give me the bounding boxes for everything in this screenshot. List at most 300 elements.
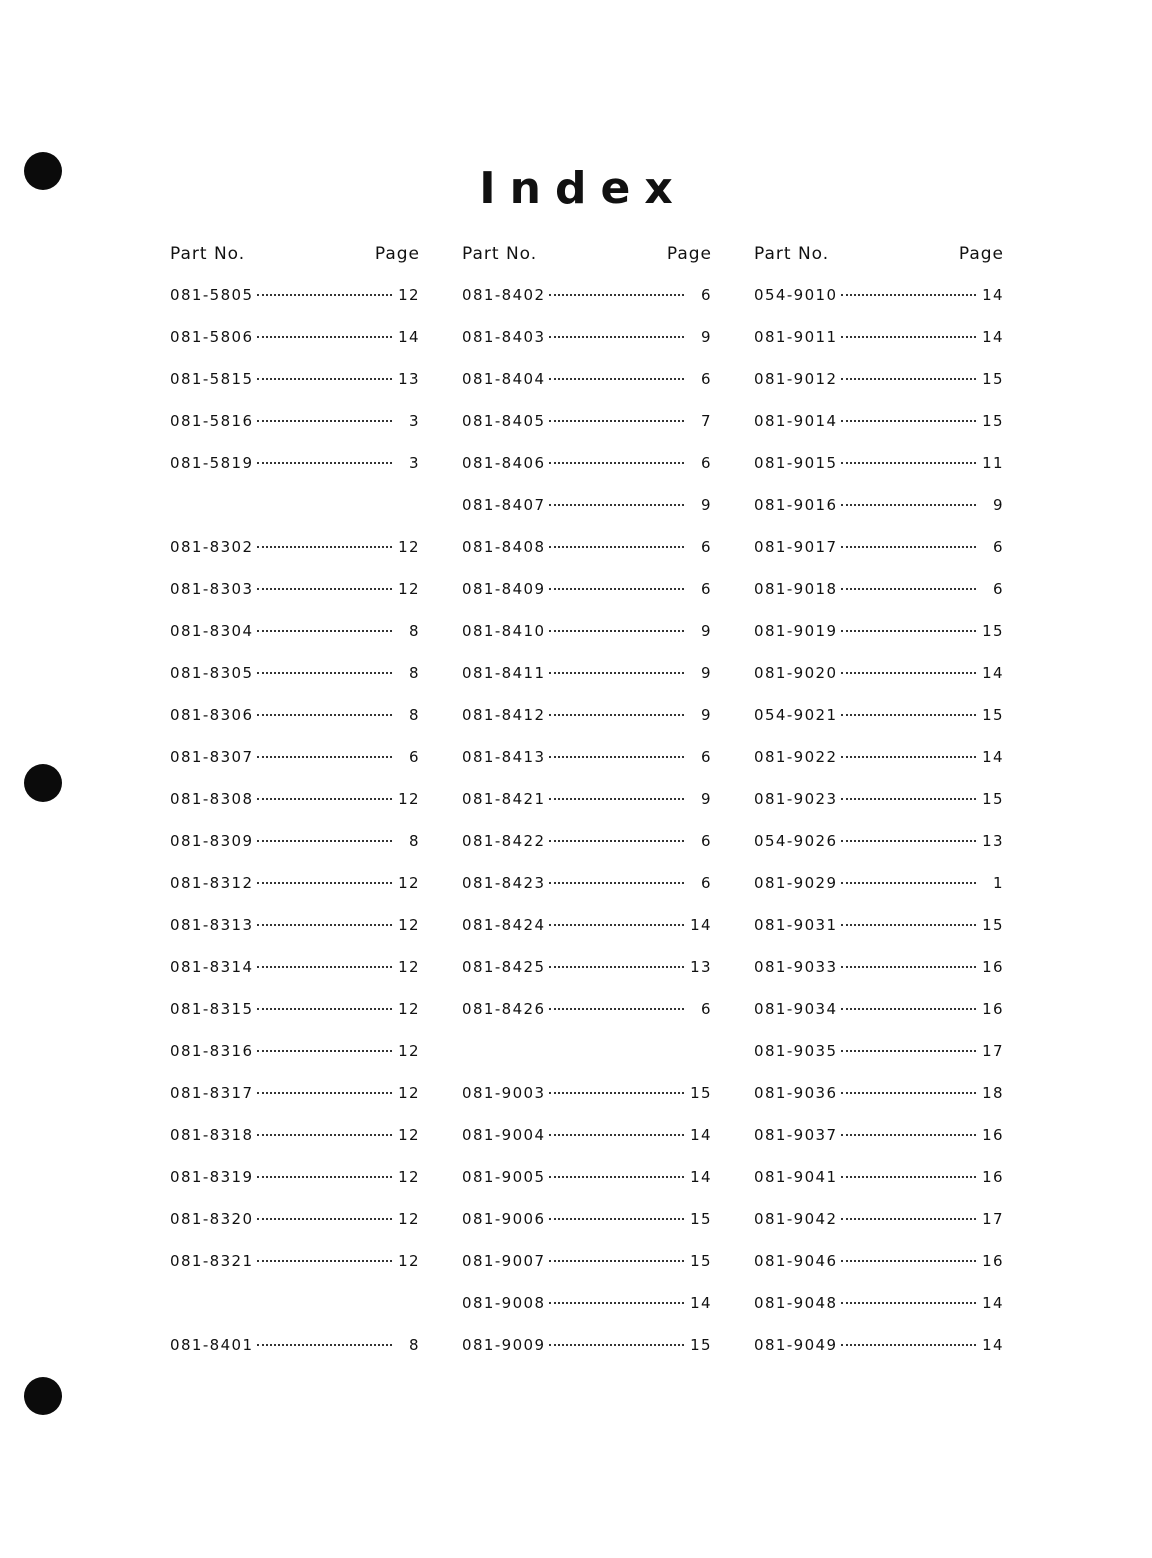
page-number: 15 [690,1252,712,1270]
page-number: 9 [701,496,712,514]
dot-leader [549,294,684,296]
page-number: 14 [982,748,1004,766]
page-number: 8 [409,706,420,724]
page-number: 6 [701,580,712,598]
part-number: 081-8423 [462,874,546,892]
page-number: 14 [982,664,1004,682]
dot-leader [841,1344,976,1346]
part-number: 081-8410 [462,622,546,640]
dot-leader [549,336,684,338]
page-number: 12 [398,538,420,556]
index-entry [462,538,712,580]
part-number: 081-9049 [754,1336,838,1354]
index-entry [170,1294,420,1336]
part-number: 081-8422 [462,832,546,850]
index-entry [754,1000,1004,1042]
page-number: 6 [409,748,420,766]
index-entry [754,328,1004,370]
page-number: 15 [982,916,1004,934]
part-number: 081-9037 [754,1126,838,1144]
part-number: 081-8424 [462,916,546,934]
part-number: 054-9010 [754,286,838,304]
index-entry [462,1126,712,1168]
page-number: 6 [701,1000,712,1018]
part-number: 081-8403 [462,328,546,346]
dot-leader [841,924,976,926]
page-number: 8 [409,1336,420,1354]
part-number: 081-5815 [170,370,254,388]
index-entry [170,1336,420,1378]
dot-leader [257,1176,392,1178]
part-number: 081-9012 [754,370,838,388]
page-number: 17 [982,1210,1004,1228]
index-entry [462,412,712,454]
index-entry [462,1210,712,1252]
dot-leader [257,420,392,422]
page-number: 16 [982,1126,1004,1144]
part-number: 081-8314 [170,958,254,976]
index-entry [462,790,712,832]
dot-leader [841,966,976,968]
index-entry [754,370,1004,412]
part-number: 081-9020 [754,664,838,682]
part-number: 081-9042 [754,1210,838,1228]
dot-leader [257,1344,392,1346]
index-entry [754,916,1004,958]
dot-leader [841,1302,976,1304]
dot-leader [257,1092,392,1094]
index-entry [754,664,1004,706]
dot-leader [257,1134,392,1136]
part-number: 081-5805 [170,286,254,304]
dot-leader [257,1260,392,1262]
part-number: 081-8412 [462,706,546,724]
dot-leader [841,1092,976,1094]
index-entry [754,1210,1004,1252]
page-number: 6 [701,370,712,388]
part-number: 081-8321 [170,1252,254,1270]
index-entry [170,958,420,1000]
part-number: 081-8306 [170,706,254,724]
page-number: 16 [982,1000,1004,1018]
dot-leader [257,588,392,590]
part-number: 081-9036 [754,1084,838,1102]
index-entry [170,916,420,958]
page-number: 15 [982,622,1004,640]
part-number: 081-5816 [170,412,254,430]
part-number: 081-8305 [170,664,254,682]
index-entry [170,748,420,790]
part-number: 081-8303 [170,580,254,598]
page-number: 13 [982,832,1004,850]
index-entry [754,1294,1004,1336]
dot-leader [257,1008,392,1010]
part-number: 081-9034 [754,1000,838,1018]
page-number: 6 [701,874,712,892]
index-entry [754,496,1004,538]
index-entry [170,622,420,664]
part-number: 081-8409 [462,580,546,598]
page-number: 12 [398,1252,420,1270]
dot-leader [549,840,684,842]
part-number: 081-5806 [170,328,254,346]
dot-leader [841,840,976,842]
part-number: 081-8312 [170,874,254,892]
index-entry [754,454,1004,496]
part-number: 081-8408 [462,538,546,556]
page-number: 12 [398,1000,420,1018]
dot-leader [841,1050,976,1052]
page-number: 9 [701,790,712,808]
page-number: 9 [701,664,712,682]
dot-leader [549,1008,684,1010]
dot-leader [841,1176,976,1178]
index-entry [462,706,712,748]
page-number: 6 [993,538,1004,556]
index-entry [462,1000,712,1042]
page-number: 6 [701,454,712,472]
part-number: 081-9046 [754,1252,838,1270]
dot-leader [841,462,976,464]
dot-leader [841,672,976,674]
dot-leader [549,546,684,548]
part-number: 081-8315 [170,1000,254,1018]
dot-leader [549,1176,684,1178]
part-number: 054-9026 [754,832,838,850]
part-number: 081-8411 [462,664,546,682]
page-number: 9 [701,328,712,346]
page-number: 16 [982,958,1004,976]
index-entry [170,1042,420,1084]
part-number: 081-8302 [170,538,254,556]
page-number: 11 [982,454,1004,472]
dot-leader [841,546,976,548]
part-number: 081-9031 [754,916,838,934]
part-number: 081-9041 [754,1168,838,1186]
part-number: 081-9035 [754,1042,838,1060]
dot-leader [257,462,392,464]
index-entry [462,286,712,328]
page-number: 3 [409,412,420,430]
dot-leader [257,840,392,842]
dot-leader [257,798,392,800]
part-number: 081-8405 [462,412,546,430]
page-number: 18 [982,1084,1004,1102]
index-entry [754,286,1004,328]
page-number: 16 [982,1168,1004,1186]
page-number: 17 [982,1042,1004,1060]
index-entry [754,790,1004,832]
dot-leader [549,1134,684,1136]
page-number: 16 [982,1252,1004,1270]
page-number: 6 [701,832,712,850]
part-number: 081-9018 [754,580,838,598]
dot-leader [549,798,684,800]
part-number: 081-8309 [170,832,254,850]
part-number: 081-8404 [462,370,546,388]
index-entry [754,706,1004,748]
index-entry [462,622,712,664]
dot-leader [841,1008,976,1010]
index-entry [754,622,1004,664]
dot-leader [549,420,684,422]
index-entry [462,1084,712,1126]
index-entry [170,286,420,328]
page-number: 14 [398,328,420,346]
page-number: 12 [398,916,420,934]
part-number: 081-8307 [170,748,254,766]
page-number: 6 [993,580,1004,598]
page-number: 14 [690,916,712,934]
dot-leader [841,756,976,758]
index-entry [462,1294,712,1336]
dot-leader [841,1218,976,1220]
index-entry [170,706,420,748]
part-number: 081-8318 [170,1126,254,1144]
page-number: 12 [398,790,420,808]
part-number: 081-8320 [170,1210,254,1228]
dot-leader [257,756,392,758]
part-number: 081-8426 [462,1000,546,1018]
index-entry [754,958,1004,1000]
page-number: 3 [409,454,420,472]
page-number: 14 [982,328,1004,346]
index-entry [754,1042,1004,1084]
dot-leader [257,378,392,380]
part-number: 081-9005 [462,1168,546,1186]
page-number: 6 [701,748,712,766]
page-number: 14 [982,1294,1004,1312]
index-entry [754,874,1004,916]
dot-leader [549,672,684,674]
dot-leader [841,1260,976,1262]
dot-leader [549,504,684,506]
dot-leader [549,1218,684,1220]
part-number: 081-9019 [754,622,838,640]
page-number: 8 [409,622,420,640]
dot-leader [841,714,976,716]
dot-leader [841,630,976,632]
index-entry [462,1252,712,1294]
page-number: 15 [690,1084,712,1102]
page-number: 14 [690,1126,712,1144]
page-number: 15 [982,790,1004,808]
part-number: 081-9023 [754,790,838,808]
part-number: 081-9008 [462,1294,546,1312]
dot-leader [841,294,976,296]
part-no-header: Part No. [462,244,538,264]
dot-leader [549,630,684,632]
part-number: 081-8313 [170,916,254,934]
part-number: 081-8308 [170,790,254,808]
index-entry [170,790,420,832]
page-number: 8 [409,664,420,682]
dot-leader [549,882,684,884]
index-column-1 [170,244,420,1378]
part-number: 081-8402 [462,286,546,304]
part-number: 081-9011 [754,328,838,346]
index-entry [462,580,712,622]
index-entry [462,916,712,958]
dot-leader [841,588,976,590]
index-entry [754,538,1004,580]
dot-leader [257,924,392,926]
page-number: 15 [690,1336,712,1354]
part-number: 081-8319 [170,1168,254,1186]
dot-leader [549,714,684,716]
index-entry [170,1252,420,1294]
dot-leader [257,336,392,338]
dot-leader [841,882,976,884]
index-entry [462,748,712,790]
dot-leader [549,378,684,380]
index-entry [754,580,1004,622]
part-no-header: Part No. [170,244,246,264]
part-number: 081-9029 [754,874,838,892]
page-number: 12 [398,958,420,976]
page-number: 12 [398,580,420,598]
page-header: Page [958,244,1004,264]
index-entry [462,958,712,1000]
index-entry [170,538,420,580]
page-number: 6 [701,286,712,304]
dot-leader [257,1218,392,1220]
page-number: 12 [398,1210,420,1228]
page-number: 13 [690,958,712,976]
index-entry [170,1210,420,1252]
page-number: 7 [701,412,712,430]
part-number: 081-9017 [754,538,838,556]
page-number: 14 [982,1336,1004,1354]
dot-leader [549,756,684,758]
dot-leader [257,1050,392,1052]
part-number: 054-9021 [754,706,838,724]
dot-leader [549,1302,684,1304]
index-entry [754,1168,1004,1210]
dot-leader [549,1260,684,1262]
column-header [170,244,420,272]
part-number: 081-9004 [462,1126,546,1144]
page-number: 9 [993,496,1004,514]
part-number: 081-8421 [462,790,546,808]
page-number: 14 [982,286,1004,304]
page-number: 15 [690,1210,712,1228]
page-number: 12 [398,1042,420,1060]
part-number: 081-9033 [754,958,838,976]
part-number: 081-9014 [754,412,838,430]
part-number: 081-8317 [170,1084,254,1102]
part-number: 081-8413 [462,748,546,766]
index-entry [754,832,1004,874]
part-number: 081-8406 [462,454,546,472]
index-entry [462,1042,712,1084]
part-number: 081-9016 [754,496,838,514]
dot-leader [257,294,392,296]
index-entry [754,1126,1004,1168]
part-number: 081-8425 [462,958,546,976]
dot-leader [841,504,976,506]
index-entry [170,580,420,622]
index-entry [170,412,420,454]
dot-leader [549,924,684,926]
punch-hole-bottom [24,1377,62,1415]
dot-leader [257,672,392,674]
index-entry [170,832,420,874]
index-column-2 [462,244,712,1378]
dot-leader [841,378,976,380]
page-number: 12 [398,1084,420,1102]
page-number: 13 [398,370,420,388]
index-entry [462,832,712,874]
page-number: 9 [701,622,712,640]
page-number: 15 [982,706,1004,724]
index-entry [170,1000,420,1042]
column-header [462,244,712,272]
part-number: 081-8407 [462,496,546,514]
index-entry [170,328,420,370]
index-entry [754,1252,1004,1294]
punch-hole-middle [24,764,62,802]
index-entry [754,1084,1004,1126]
index-entry [170,1168,420,1210]
index-entry [170,496,420,538]
page-header: Page [666,244,712,264]
index-entry [462,454,712,496]
page-number: 9 [701,706,712,724]
dot-leader [549,462,684,464]
page-number: 12 [398,1168,420,1186]
page-number: 12 [398,874,420,892]
index-entry [170,454,420,496]
page-header: Page [374,244,420,264]
dot-leader [841,1134,976,1136]
index-entry [754,1336,1004,1378]
part-number: 081-8304 [170,622,254,640]
column-header [754,244,1004,272]
index-entry [462,370,712,412]
dot-leader [841,798,976,800]
page-number: 15 [982,412,1004,430]
dot-leader [257,882,392,884]
part-number: 081-9003 [462,1084,546,1102]
dot-leader [841,336,976,338]
index-entry [170,370,420,412]
dot-leader [257,714,392,716]
part-number: 081-9048 [754,1294,838,1312]
index-entry [462,874,712,916]
page-number: 8 [409,832,420,850]
index-entry [462,496,712,538]
dot-leader [257,546,392,548]
part-number: 081-9009 [462,1336,546,1354]
index-entry [170,874,420,916]
dot-leader [549,588,684,590]
index-entry [754,412,1004,454]
dot-leader [549,1344,684,1346]
index-entry [462,328,712,370]
page-number: 14 [690,1168,712,1186]
page-title: Index [479,163,687,214]
page-number: 1 [993,874,1004,892]
index-entry [462,664,712,706]
dot-leader [841,420,976,422]
part-number: 081-9006 [462,1210,546,1228]
part-number: 081-8401 [170,1336,254,1354]
part-number: 081-5819 [170,454,254,472]
index-entry [462,1168,712,1210]
part-number: 081-9007 [462,1252,546,1270]
index-entry [170,664,420,706]
